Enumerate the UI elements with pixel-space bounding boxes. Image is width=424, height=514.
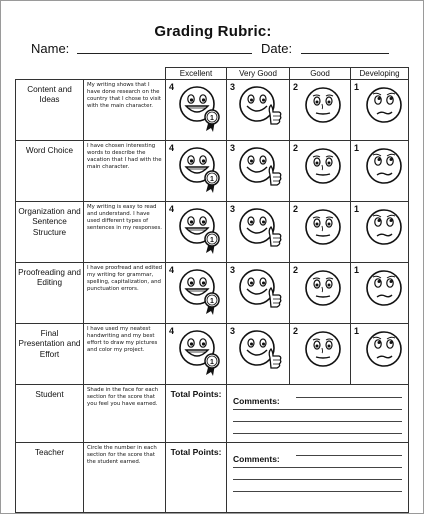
score-cell[interactable] [166,324,227,385]
score-cell[interactable] [290,202,351,263]
score-cell[interactable] [290,141,351,202]
score-number[interactable]: 4 [169,82,175,92]
score-number[interactable]: 3 [230,82,236,92]
score-cell[interactable] [351,80,409,141]
comment-line[interactable] [296,397,402,398]
score-number[interactable]: 2 [293,82,299,92]
worried-face-icon[interactable] [362,267,408,315]
worried-face-icon[interactable] [362,328,408,376]
score-cell[interactable] [227,202,290,263]
score-number[interactable]: 1 [354,143,360,153]
score-number[interactable]: 2 [293,265,299,275]
neutral-face-icon[interactable] [301,267,347,315]
comments-area[interactable] [227,443,409,513]
comments-label: Comments: [233,396,280,406]
criterion-label: Organization and Sentence Structure [16,202,84,263]
criteria-row [16,141,409,202]
smiling-face-thumbs-up-icon[interactable] [238,328,284,376]
score-summary-row [16,385,409,443]
name-field-line[interactable] [77,53,252,54]
comment-line[interactable] [233,421,402,422]
score-cell[interactable] [166,202,227,263]
score-number[interactable]: 4 [169,204,175,214]
neutral-face-icon[interactable] [301,206,347,254]
criteria-row [16,324,409,385]
date-field-line[interactable] [301,53,389,54]
criterion-description: I have proofread and edited my writing for grammar, spelling, capitalization, and punctuation errors. [84,263,166,324]
neutral-face-icon[interactable] [301,328,347,376]
score-cell[interactable] [351,324,409,385]
score-cell[interactable] [166,263,227,324]
score-number[interactable]: 1 [354,326,360,336]
worried-face-icon[interactable] [362,206,408,254]
score-cell[interactable] [227,80,290,141]
score-summary-row [16,443,409,513]
worried-face-icon[interactable] [362,145,408,193]
score-number[interactable]: 2 [293,204,299,214]
neutral-face-icon[interactable] [301,84,347,132]
header-row [16,68,409,80]
score-cell[interactable] [351,202,409,263]
comments-area[interactable] [227,385,409,443]
happy-face-with-ribbon-icon[interactable] [177,84,223,132]
comment-line[interactable] [296,455,402,456]
score-number[interactable]: 4 [169,326,175,336]
criterion-label: Content and Ideas [16,80,84,141]
score-number[interactable]: 1 [354,265,360,275]
score-cell[interactable] [166,80,227,141]
criterion-description: I have chosen interesting words to describe the vacation that I had with the main character. [84,141,166,202]
happy-face-with-ribbon-icon[interactable] [177,206,223,254]
happy-face-with-ribbon-icon[interactable] [177,328,223,376]
score-cell[interactable] [227,141,290,202]
scorer-label: Student [16,385,84,443]
smiling-face-thumbs-up-icon[interactable] [238,84,284,132]
neutral-face-icon[interactable] [301,145,347,193]
score-cell[interactable] [351,141,409,202]
score-number[interactable]: 3 [230,204,236,214]
worried-face-icon[interactable] [362,84,408,132]
criterion-description: I have used my neatest handwriting and my best effort to draw my pictures and color my project. [84,324,166,385]
criterion-label: Word Choice [16,141,84,202]
score-cell[interactable] [351,263,409,324]
column-header-good: Good [290,68,351,80]
score-cell[interactable] [166,141,227,202]
score-number[interactable]: 4 [169,265,175,275]
happy-face-with-ribbon-icon[interactable] [177,145,223,193]
score-cell[interactable] [290,324,351,385]
score-number[interactable]: 2 [293,326,299,336]
rubric-table [15,67,409,513]
criterion-description: My writing is easy to read and understand. I have used different types of sentences in my responses. [84,202,166,263]
comments-label: Comments: [233,454,280,464]
criterion-description: My writing shows that I have done research on the country that I chose to visit with the main character. [84,80,166,141]
scorer-instruction: Shade in the face for each section for the score that you feel you have earned. [84,385,166,443]
date-label: Date: [261,41,293,56]
score-number[interactable]: 1 [354,82,360,92]
score-number[interactable]: 1 [354,204,360,214]
score-cell[interactable] [290,263,351,324]
criterion-label: Proofreading and Editing [16,263,84,324]
score-cell[interactable] [227,324,290,385]
comment-line[interactable] [233,409,402,410]
page-title: Grading Rubric: [154,23,272,40]
comment-line[interactable] [233,479,402,480]
name-label: Name: [31,41,70,56]
comment-line[interactable] [233,491,402,492]
score-number[interactable]: 3 [230,326,236,336]
criteria-row [16,263,409,324]
score-number[interactable]: 3 [230,143,236,153]
happy-face-with-ribbon-icon[interactable] [177,267,223,315]
smiling-face-thumbs-up-icon[interactable] [238,145,284,193]
score-number[interactable]: 4 [169,143,175,153]
column-header-developing: Developing [351,68,409,80]
smiling-face-thumbs-up-icon[interactable] [238,267,284,315]
scorer-label: Teacher [16,443,84,513]
column-header-excellent: Excellent [166,68,227,80]
score-number[interactable]: 2 [293,143,299,153]
criterion-label: Final Presentation and Effort [16,324,84,385]
total-points-label: Total Points: [166,443,227,513]
column-header-very-good: Very Good [227,68,290,80]
score-number[interactable]: 3 [230,265,236,275]
criteria-row [16,80,409,141]
total-points-label: Total Points: [166,385,227,443]
score-cell[interactable] [227,263,290,324]
blank-header [16,68,166,80]
scorer-instruction: Circle the number in each section for the score that the student earned. [84,443,166,513]
criteria-row [16,202,409,263]
comment-line[interactable] [233,433,402,434]
score-cell[interactable] [290,80,351,141]
smiling-face-thumbs-up-icon[interactable] [238,206,284,254]
comment-line[interactable] [233,467,402,468]
